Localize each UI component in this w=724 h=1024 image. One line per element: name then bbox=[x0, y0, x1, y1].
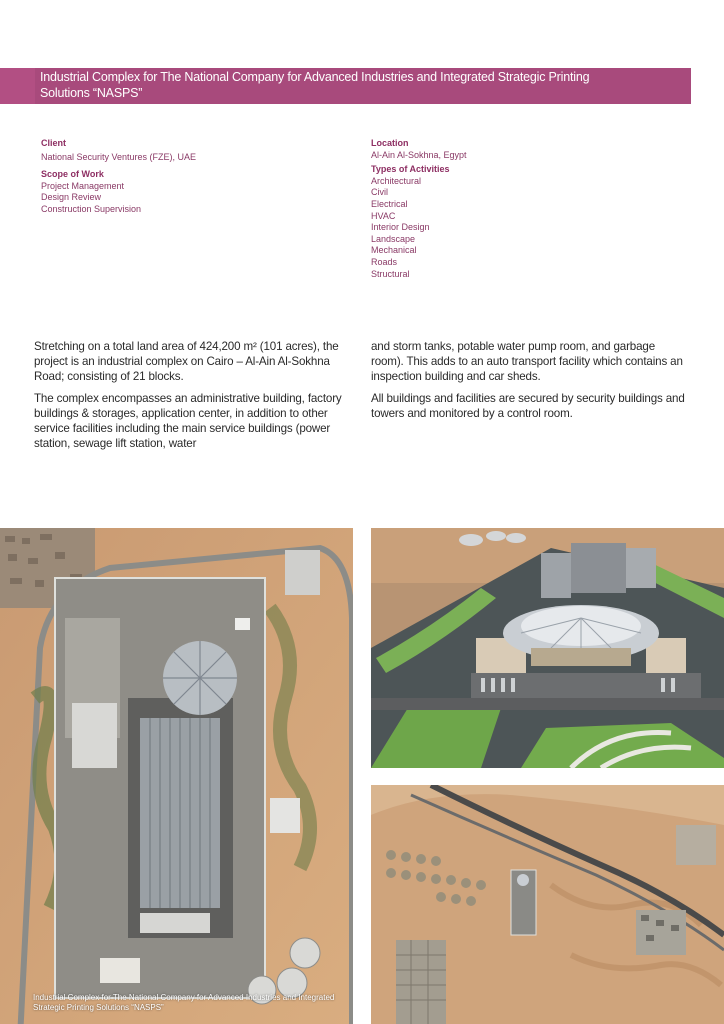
body-paragraph: All buildings and facilities are secured by security buildings and towers and monitored by a control room. bbox=[371, 391, 685, 420]
body-paragraph: The complex encompasses an administrative building, factory buildings & storages, application center, in addition to other service facilities including the main service buildings (power station, sewage lift station, water bbox=[34, 391, 342, 451]
body-column-left bbox=[34, 339, 354, 457]
project-meta-right bbox=[371, 138, 671, 280]
scope-item: Construction Supervision bbox=[41, 203, 142, 214]
caption-line-2: Strategic Printing Solutions “NASPS” bbox=[33, 1003, 164, 1012]
title-accent-square bbox=[0, 68, 35, 104]
scope-item: Project Management bbox=[41, 180, 125, 191]
client-label: Client bbox=[41, 138, 67, 148]
activity-item: Architectural bbox=[371, 175, 422, 186]
image-caption bbox=[33, 993, 353, 1013]
body-column-right bbox=[371, 339, 689, 427]
activities-label: Types of Activities bbox=[371, 164, 450, 175]
location-value: Al-Ain Al-Sokhna, Egypt bbox=[371, 149, 467, 160]
activity-item: Roads bbox=[371, 256, 398, 267]
title-line-2: Solutions “NASPS” bbox=[40, 86, 143, 100]
body-paragraph: and storm tanks, potable water pump room, and garbage room). This adds to an auto transport facility which contains an inspection building and car sheds. bbox=[371, 340, 683, 384]
project-meta-left bbox=[41, 138, 341, 216]
title-banner bbox=[0, 68, 691, 104]
activity-item: Civil bbox=[371, 187, 388, 198]
activity-item: Electrical bbox=[371, 198, 408, 209]
page-title bbox=[40, 69, 685, 101]
rendering-photo bbox=[371, 528, 724, 768]
activity-item: Landscape bbox=[371, 233, 416, 244]
location-map-photo bbox=[371, 785, 724, 1024]
title-line-1: Industrial Complex for The National Company for Advanced Industries and Integrated Strategic Printing bbox=[40, 70, 590, 84]
activity-item: HVAC bbox=[371, 210, 396, 221]
caption-line-1: Industrial Complex for The National Company for Advanced Industries and Integrated bbox=[33, 993, 335, 1002]
client-value: National Security Ventures (FZE), UAE bbox=[41, 151, 197, 162]
activity-item: Structural bbox=[371, 268, 410, 279]
scope-label: Scope of Work bbox=[41, 169, 104, 180]
body-paragraph: Stretching on a total land area of 424,200 m² (101 acres), the project is an industrial complex on Cairo – Al-Ain Al-Sokhna Road; consisting of 21 blocks. bbox=[34, 340, 339, 384]
location-label: Location bbox=[371, 138, 409, 148]
aerial-site-photo bbox=[0, 528, 353, 1024]
activity-item: Mechanical bbox=[371, 245, 417, 256]
activity-item: Interior Design bbox=[371, 222, 430, 233]
scope-item: Design Review bbox=[41, 192, 102, 203]
